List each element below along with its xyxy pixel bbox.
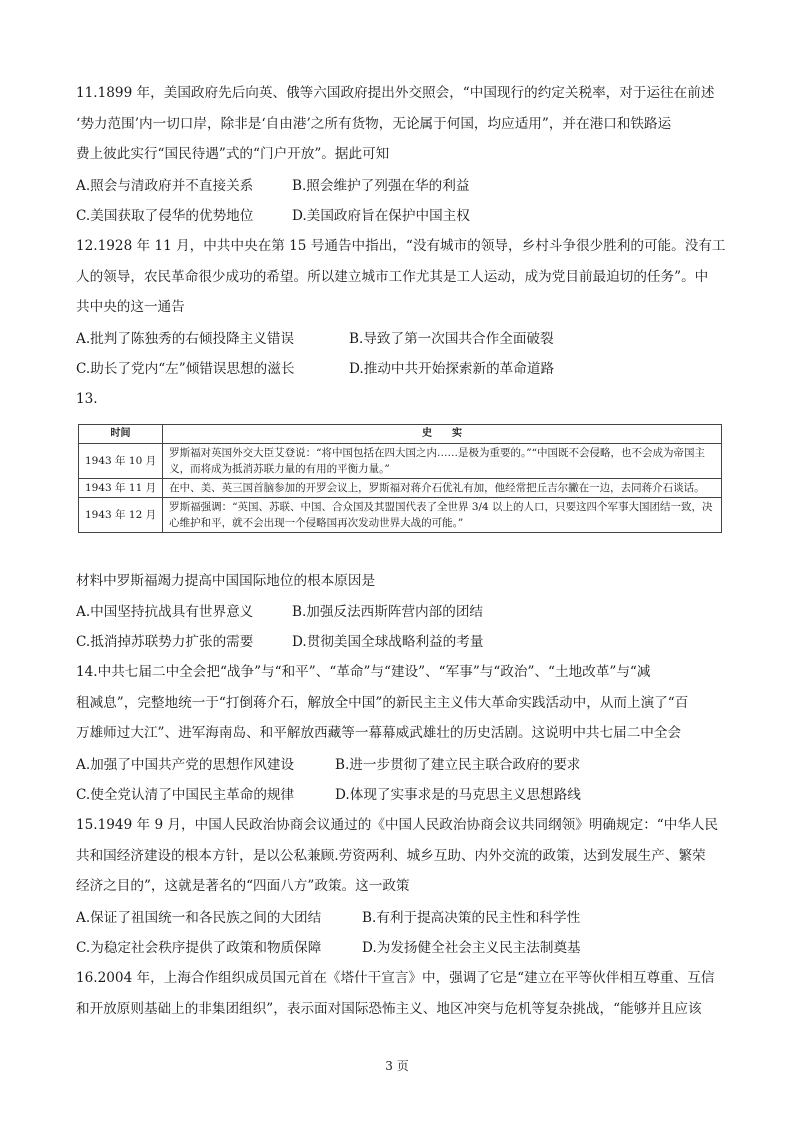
q16-line: 16.2004 年，上海合作组织成员国元首在《塔什干宣言》中，强调了它是“建立在平等伙伴相互尊重、互信 bbox=[76, 970, 715, 986]
q15-option-d: D.为发扬健全社会主义民主法制奠基 bbox=[362, 940, 581, 956]
q15-option-c: C.为稳定社会秩序提供了政策和物质保障 bbox=[76, 940, 322, 956]
q12-option-b: B.导致了第一次国共合作全面破裂 bbox=[349, 331, 554, 347]
q15-line: 共和国经济建设的根本方针，是以公私兼顾.劳资两利、城乡互助、内外交流的政策，达到发展生产、繁荣 bbox=[76, 847, 706, 864]
q16-line: 和开放原则基础上的非集团组织”，表示面对国际恐怖主义、地区冲突与危机等复杂挑战，“能够并且应该 bbox=[76, 1000, 702, 1017]
q12-line: 共中央的这一通告 bbox=[76, 299, 185, 315]
q13-number: 13. bbox=[76, 391, 98, 407]
q14-option-c: C.使全党认清了中国民主革命的规律 bbox=[76, 787, 295, 803]
table-row bbox=[79, 444, 722, 479]
q13-stem: 材料中罗斯福竭力提高中国国际地位的根本原因是 bbox=[76, 573, 376, 589]
q12-line: 人的领导，农民革命很少成功的希望。所以建立城市工作尤其是工人运动，成为党目前最迫切的任务”。中 bbox=[76, 268, 709, 285]
q13-option-a: A.中国坚持抗战具有世界意义 bbox=[76, 604, 254, 620]
q15-option-b: B.有利于提高决策的民主性和科学性 bbox=[362, 910, 581, 926]
row-time: 1943 年 10 月 bbox=[79, 444, 163, 479]
row-fact: 罗斯福对英国外交大臣艾登说：“将中国包括在四大国之内……是极为重要的。”“中国既不会侵略，也不会成为帝国主义，而将成为抵消苏联力量的有用的平衡力量。” bbox=[163, 444, 722, 479]
history-table bbox=[78, 424, 722, 533]
q11-option-d: D.美国政府旨在保护中国主权 bbox=[292, 208, 470, 224]
q11-option-c: C.美国获取了侵华的优势地位 bbox=[76, 208, 254, 224]
table-row bbox=[79, 479, 722, 498]
q11-option-b: B.照会维护了列强在华的利益 bbox=[292, 178, 470, 194]
row-fact: 罗斯福强调：“英国、苏联、中国、合众国及其盟国代表了全世界 3/4 以上的人口，只要这四个军事大国团结一致，决心维护和平，就不会出现一个侵略国再次发动世界大战的可能。” bbox=[163, 498, 722, 533]
header-time: 时间 bbox=[79, 425, 163, 444]
row-time: 1943 年 11 月 bbox=[79, 479, 163, 498]
q11-line: ‘势力范围’内一切口岸，除非是‘自由港’之所有货物，无论属于何国，均应适用”，并在港口和铁路运 bbox=[76, 115, 672, 132]
q14-option-a: A.加强了中国共产党的思想作风建设 bbox=[76, 757, 295, 773]
table-header-row bbox=[79, 425, 722, 444]
page-number: 3 页 bbox=[385, 1059, 409, 1073]
q14-option-d: D.体现了实事求是的马克思主义思想路线 bbox=[335, 787, 581, 803]
q13-option-b: B.加强反法西斯阵营内部的团结 bbox=[292, 604, 484, 620]
q12-option-d: D.推动中共开始探索新的革命道路 bbox=[349, 361, 555, 377]
q14-line: 万雄师过大江”、进军海南岛、和平解放西藏等一幕幕威武雄壮的历史活剧。这说明中共七届二中全会 bbox=[76, 725, 682, 741]
q14-line: 租减息”，完整地统一于“打倒蒋介石，解放全中国”的新民主主义伟大革命实践活动中，从而上演了“百 bbox=[76, 694, 689, 711]
q14-line: 14.中共七届二中全会把“战争”与“和平”、“革命”与“建设”、“军事”与“政治”、“土地改革”与“减 bbox=[76, 664, 651, 680]
q11-option-a: A.照会与清政府并不直接关系 bbox=[76, 178, 254, 194]
q11-line: 费上彼此实行“国民待遇”式的“门户开放”。据此可知 bbox=[76, 146, 390, 162]
row-time: 1943 年 12 月 bbox=[79, 498, 163, 533]
q13-option-c: C.抵消掉苏联势力扩张的需要 bbox=[76, 634, 254, 650]
row-fact: 在中、美、英三国首脑参加的开罗会议上，罗斯福对蒋介石优礼有加，他经常把丘吉尔撇在一边，去同蒋介石谈话。 bbox=[163, 479, 722, 498]
header-facts: 史 实 bbox=[163, 425, 722, 444]
q13-option-d: D.贯彻美国全球战略利益的考量 bbox=[292, 634, 484, 650]
q15-option-a: A.保证了祖国统一和各民族之间的大团结 bbox=[76, 910, 322, 926]
q12-option-c: C.助长了党内“左”倾错误思想的滋长 bbox=[76, 361, 295, 377]
q12-line: 12.1928 年 11 月，中共中央在第 15 号通告中指出，“没有城市的领导，乡村斗争很少胜利的可能。没有工 bbox=[76, 238, 726, 254]
table-row bbox=[79, 498, 722, 533]
q11-line: 11.1899 年，美国政府先后向英、俄等六国政府提出外交照会，“中国现行的约定关税率，对于运往在前述 bbox=[76, 85, 715, 101]
q15-line: 15.1949 年 9 月，中国人民政治协商会议通过的《中国人民政治协商会议共同纲领》明确规定：“中华人民 bbox=[76, 817, 719, 833]
q12-option-a: A.批判了陈独秀的右倾投降主义错误 bbox=[76, 331, 295, 347]
q14-option-b: B.进一步贯彻了建立民主联合政府的要求 bbox=[335, 757, 581, 773]
q15-line: 经济之目的”，这就是著名的“四面八方”政策。这一政策 bbox=[76, 878, 410, 894]
